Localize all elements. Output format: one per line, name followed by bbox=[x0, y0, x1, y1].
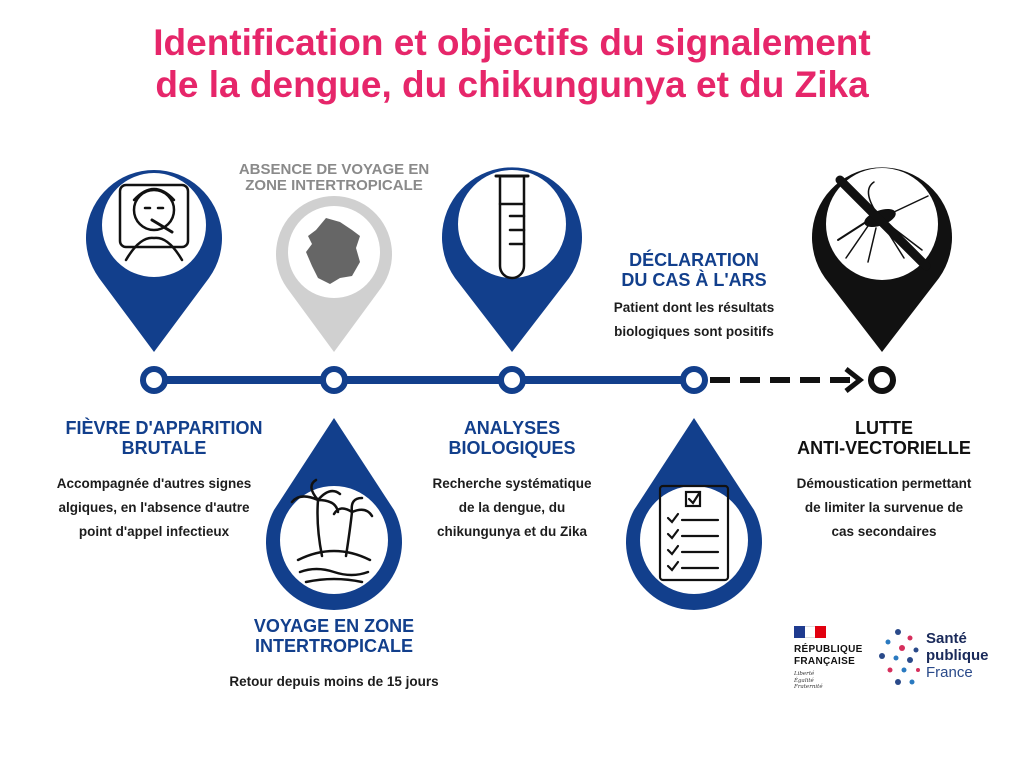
pin-no-travel bbox=[276, 196, 392, 352]
timeline-node-5 bbox=[871, 369, 893, 391]
step-label-travel: VOYAGE EN ZONE INTERTROPICALE bbox=[253, 616, 415, 656]
pin-vector-control bbox=[812, 167, 952, 352]
spf-dots-icon bbox=[878, 626, 924, 690]
timeline-node-3 bbox=[501, 369, 523, 391]
step-label-fever: FIÈVRE D'APPARITION BRUTALE bbox=[65, 418, 263, 458]
timeline-node-1 bbox=[143, 369, 165, 391]
step-label-vector-control: LUTTE ANTI-VECTORIELLE bbox=[797, 418, 971, 458]
french-flag-icon bbox=[794, 626, 826, 638]
rf-line-1: RÉPUBLIQUE bbox=[794, 644, 863, 655]
timeline-node-2 bbox=[323, 369, 345, 391]
rf-motto: Liberté Égalité Fraternité bbox=[794, 671, 823, 690]
step-desc-vector-control: Démoustication permettant de limiter la survenue de cas secondaires bbox=[796, 476, 972, 539]
step-label-declaration: DÉCLARATION DU CAS À L'ARS bbox=[621, 250, 767, 290]
timeline-node-4 bbox=[683, 369, 705, 391]
step-label-no-travel: ABSENCE DE VOYAGE EN ZONE INTERTROPICALE bbox=[238, 161, 430, 194]
sante-publique-france-logo bbox=[878, 626, 998, 696]
step-label-analyses: ANALYSES BIOLOGIQUES bbox=[448, 418, 576, 458]
step-desc-analyses: Recherche systématique de la dengue, du chikungunya et du Zika bbox=[432, 476, 592, 539]
rf-line-2: FRANÇAISE bbox=[794, 656, 856, 667]
title-line-1: Identification et objectifs du signalement bbox=[153, 22, 871, 63]
pin-fever bbox=[86, 170, 222, 352]
step-desc-declaration: Patient dont les résultats biologiques sont positifs bbox=[613, 300, 775, 339]
step-desc-travel: Retour depuis moins de 15 jours bbox=[229, 674, 439, 689]
republique-francaise-logo bbox=[794, 626, 884, 691]
pin-analyses bbox=[442, 167, 582, 352]
spf-text: Santé publique France bbox=[926, 630, 989, 681]
drop-declaration bbox=[626, 418, 762, 610]
step-desc-fever: Accompagnée d'autres signes algiques, en l'absence d'autre point d'appel infectieux bbox=[56, 476, 252, 539]
title-line-2: de la dengue, du chikungunya et du Zika bbox=[155, 64, 869, 105]
